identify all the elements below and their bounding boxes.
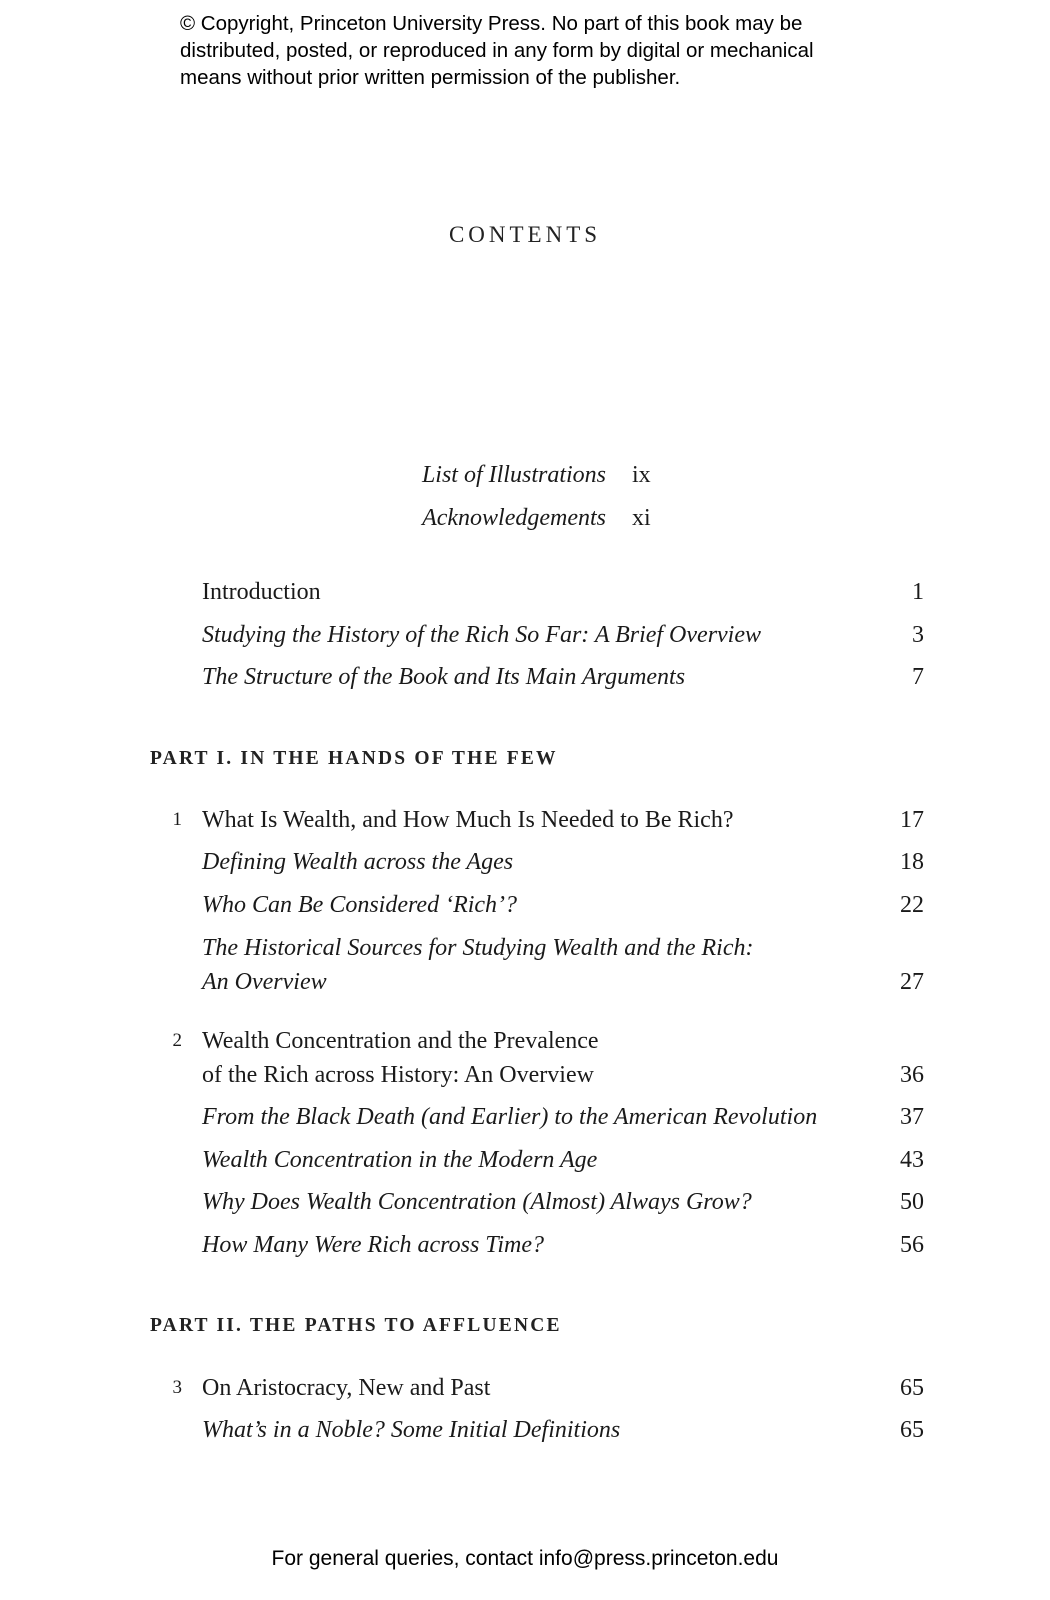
toc-section-page: 7 [912, 664, 924, 690]
toc-section-page: 18 [900, 849, 924, 875]
front-matter-item[interactable] [0, 462, 1050, 492]
toc-section-title: Wealth Concentration in the Modern Age [202, 1147, 598, 1173]
front-matter-label: List of Illustrations [421, 462, 606, 488]
front-matter-label: Acknowledgements [422, 505, 606, 531]
footer-contact: For general queries, contact info@press.princeton.edu [271, 1547, 779, 1570]
toc-entry-page: 1 [912, 579, 924, 605]
toc-section-title: The Historical Sources for Studying Wealth and the Rich: [202, 935, 754, 961]
toc-section-title: Why Does Wealth Concentration (Almost) Always Grow? [202, 1189, 752, 1215]
toc-section-title: From the Black Death (and Earlier) to the American Revolution [202, 1104, 818, 1130]
chapter-page: 36 [900, 1062, 924, 1088]
front-matter-page: ix [632, 462, 651, 488]
toc-section-page: 22 [900, 892, 924, 918]
toc-section-page: 56 [900, 1232, 924, 1258]
front-matter-page: xi [632, 505, 651, 531]
toc-section-page: 3 [912, 622, 924, 648]
copyright-notice [180, 10, 900, 91]
toc-section-title: Defining Wealth across the Ages [202, 849, 514, 875]
chapter-number: 1 [172, 809, 182, 830]
front-matter-item[interactable] [0, 505, 1050, 535]
toc-section-title: The Structure of the Book and Its Main Arguments [202, 664, 686, 690]
toc-section-page: 37 [900, 1104, 924, 1130]
part-heading-2: PART II. THE PATHS TO AFFLUENCE [150, 1315, 562, 1336]
toc-section-title: How Many Were Rich across Time? [202, 1232, 544, 1258]
toc-section-page: 65 [900, 1417, 924, 1443]
chapter-title: of the Rich across History: An Overview [202, 1062, 594, 1088]
toc-section-page: 27 [900, 969, 924, 995]
copyright-line-1: © Copyright, Princeton University Press. No part of this book may be [180, 12, 803, 35]
toc-section-page: 43 [900, 1147, 924, 1173]
toc-section-page: 50 [900, 1189, 924, 1215]
toc-section-title: Studying the History of the Rich So Far: A Brief Overview [202, 622, 762, 648]
copyright-line-3: means without prior written permission of the publisher. [180, 66, 681, 89]
toc-section-title: What’s in a Noble? Some Initial Definitions [202, 1417, 621, 1443]
toc-entry-title: Introduction [202, 579, 321, 605]
chapter-page: 17 [900, 807, 924, 833]
chapter-title: Wealth Concentration and the Prevalence [202, 1028, 599, 1054]
toc-section-title: An Overview [202, 969, 327, 995]
chapter-page: 65 [900, 1375, 924, 1401]
toc-section-title: Who Can Be Considered ‘Rich’? [202, 892, 518, 918]
chapter-title: On Aristocracy, New and Past [202, 1375, 491, 1401]
page-title: CONTENTS [448, 222, 602, 247]
chapter-title: What Is Wealth, and How Much Is Needed to Be Rich? [202, 807, 734, 833]
chapter-number: 2 [172, 1030, 182, 1051]
copyright-line-2: distributed, posted, or reproduced in any form by digital or mechanical [180, 39, 814, 62]
chapter-number: 3 [172, 1377, 182, 1398]
part-heading-1: PART I. IN THE HANDS OF THE FEW [150, 748, 558, 769]
